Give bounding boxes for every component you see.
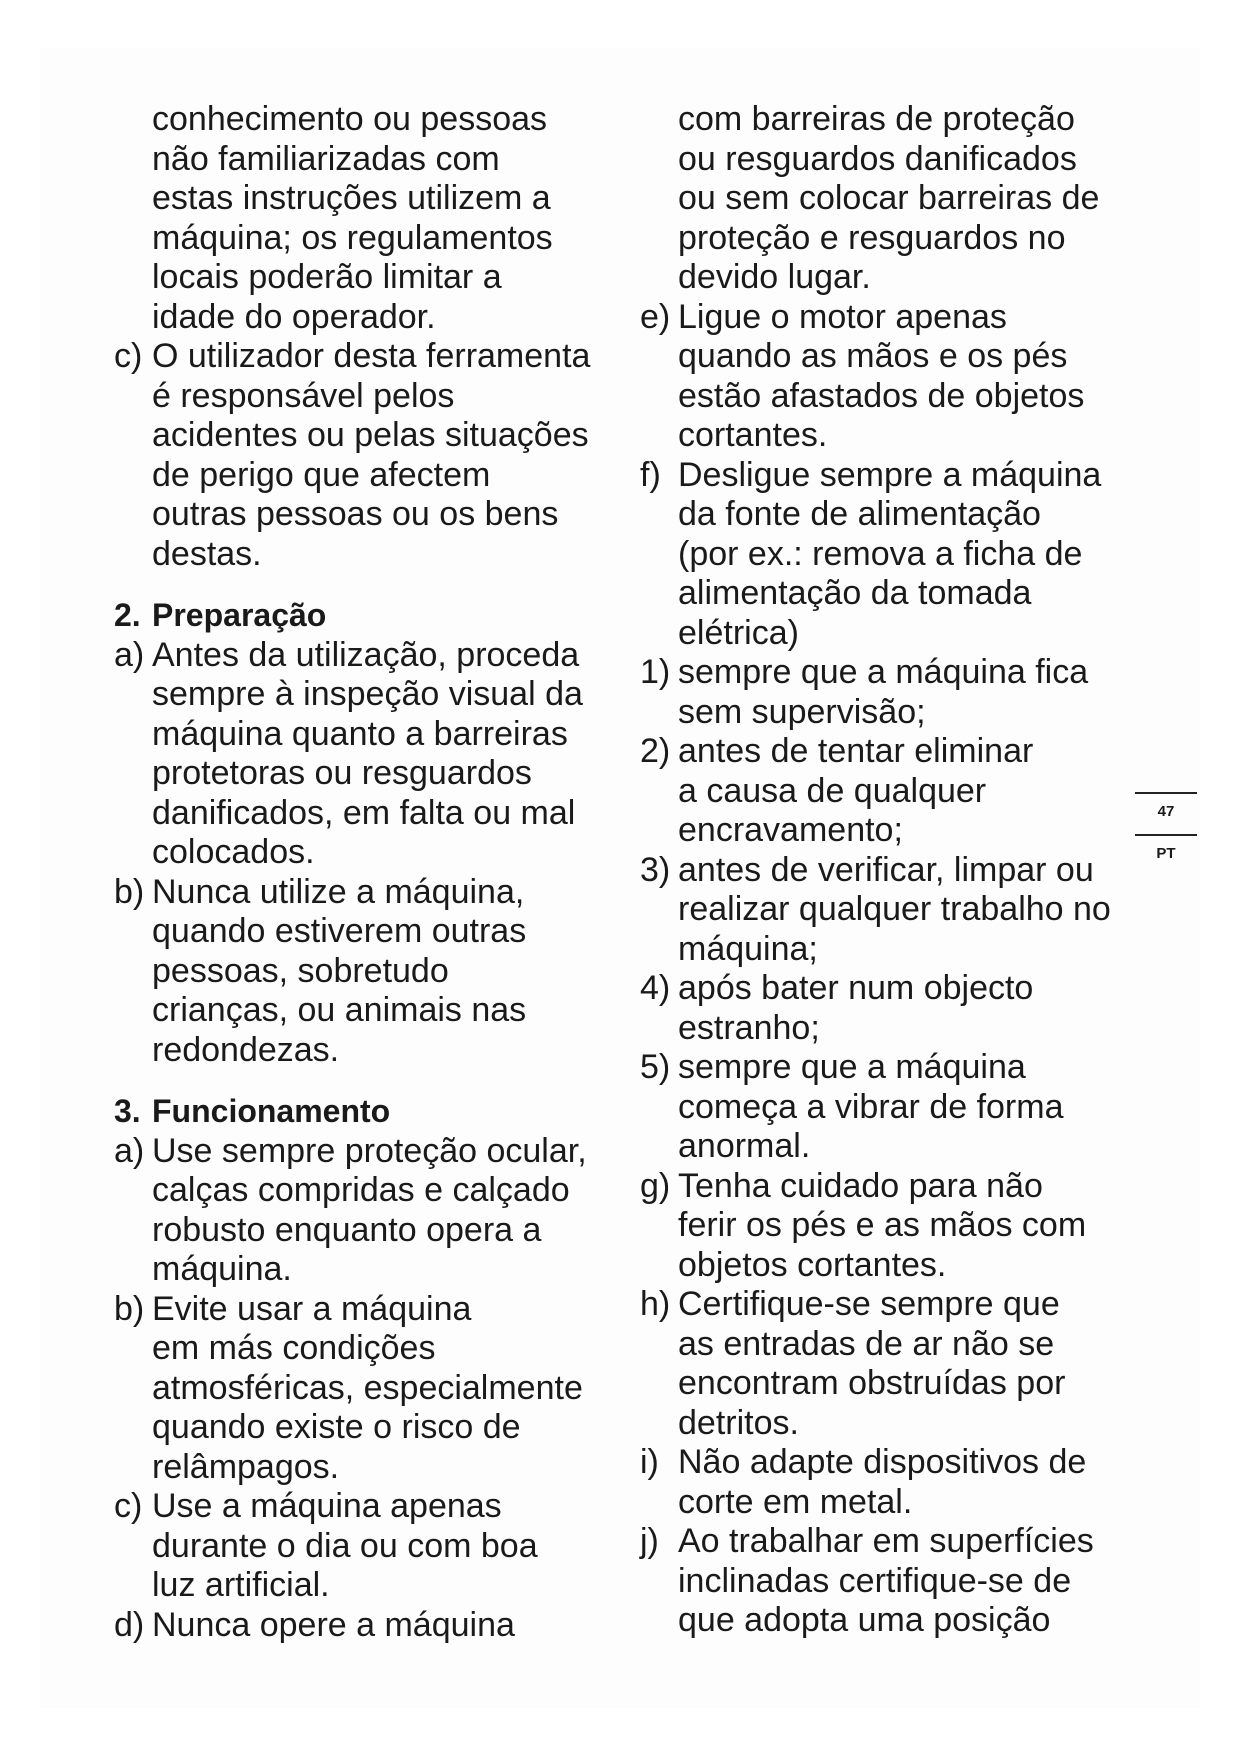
item-text: O utilizador desta ferramenta	[152, 337, 591, 375]
list-item	[640, 1443, 1140, 1522]
item-text: Não adapte dispositivos de	[678, 1443, 1087, 1481]
list-item	[114, 1132, 634, 1290]
item-label: 2)	[640, 732, 671, 770]
item-label: 4)	[640, 969, 671, 1007]
item-text: Certifique-se sempre que	[678, 1285, 1060, 1323]
item-continuation: sempre à inspeção visual da máquina quanto a barreiras protetoras ou resguardos danificados, em falta ou mal colocados.	[152, 675, 583, 871]
section-heading-funcionamento	[114, 1092, 634, 1132]
item-label: c)	[114, 337, 143, 375]
list-item	[640, 851, 1140, 970]
item-text: Nunca utilize a máquina,	[152, 872, 525, 911]
list-item	[640, 732, 1140, 851]
item-label: c)	[114, 1487, 143, 1525]
list-item	[640, 1285, 1140, 1443]
item-continuation: começa a vibrar de forma anormal.	[678, 1087, 1064, 1165]
list-item	[640, 298, 1140, 456]
item-label: 1)	[640, 653, 671, 691]
item-continuation: da fonte de alimentação (por ex.: remova a ficha de alimentação da tomada elétrica)	[678, 495, 1083, 652]
item-label: f)	[640, 455, 661, 494]
item-label: 5)	[640, 1048, 671, 1086]
item-continuation: durante o dia ou com boa luz artificial.	[152, 1526, 538, 1604]
item-text: Use a máquina apenas	[152, 1487, 502, 1525]
section-heading-preparacao	[114, 596, 634, 636]
list-item	[640, 653, 1140, 732]
item-label: h)	[640, 1285, 671, 1323]
item-continuation: inclinadas certifique-se de que adopta uma posição	[678, 1561, 1072, 1639]
item-continuation: é responsável pelos acidentes ou pelas situações de perigo que afectem outras pessoas ou os bens destas.	[152, 376, 589, 573]
item-text: Ligue o motor apenas	[678, 297, 1007, 336]
item-label: d)	[114, 1605, 145, 1644]
list-item	[640, 1522, 1140, 1641]
item-text: Evite usar a máquina	[152, 1289, 472, 1328]
list-item	[114, 1606, 634, 1646]
item-label: j)	[640, 1522, 659, 1560]
list-item	[114, 337, 634, 574]
right-column	[640, 100, 1140, 1641]
item-text: Ao trabalhar em superfícies	[678, 1522, 1094, 1560]
intro-continuation: conhecimento ou pessoas não familiarizadas com estas instruções utilizem a máquina; os regulamentos locais poderão limitar a idade do operador.	[152, 100, 553, 336]
item-text: Antes da utilização, proceda	[152, 635, 580, 674]
item-text: Desligue sempre a máquina	[678, 455, 1102, 494]
item-continuation: a causa de qualquer encravamento;	[678, 771, 987, 849]
section-title: Funcionamento	[152, 1093, 391, 1129]
section-number: 3.	[114, 1093, 141, 1129]
divider	[1135, 792, 1197, 794]
item-text: sempre que a máquina fica	[678, 653, 1089, 691]
language-code: PT	[1156, 845, 1176, 862]
item-label: g)	[640, 1166, 671, 1205]
item-label: i)	[640, 1443, 659, 1481]
item-continuation: corte em metal.	[678, 1482, 913, 1521]
item-continuation: em más condições atmosféricas, especialmente quando existe o risco de relâmpagos.	[152, 1329, 583, 1486]
section-title: Preparação	[152, 597, 327, 633]
list-item	[640, 456, 1140, 654]
list-item	[114, 1290, 634, 1488]
divider	[1135, 834, 1197, 836]
item-text: após bater num objecto	[678, 969, 1034, 1007]
item-label: a)	[114, 635, 145, 674]
item-continuation: ferir os pés e as mãos com objetos cortantes.	[678, 1206, 1087, 1284]
item-text: sempre que a máquina	[678, 1048, 1026, 1086]
item-text: Nunca opere a máquina	[152, 1605, 515, 1644]
section-number: 2.	[114, 597, 141, 633]
item-text: Use sempre proteção ocular,	[152, 1131, 587, 1170]
left-column	[114, 100, 634, 1645]
item-continuation: calças compridas e calçado robusto enquanto opera a máquina.	[152, 1171, 570, 1288]
item-label: a)	[114, 1131, 145, 1170]
right-continuation: com barreiras de proteção ou resguardos danificados ou sem colocar barreiras de proteção e resguardos no devido lugar.	[678, 100, 1100, 296]
list-item	[114, 636, 634, 873]
item-label: b)	[114, 1289, 145, 1328]
list-item	[114, 1487, 634, 1606]
item-continuation: quando as mãos e os pés estão afastados de objetos cortantes.	[678, 337, 1085, 454]
item-label: b)	[114, 872, 145, 911]
item-continuation: estranho;	[678, 1008, 820, 1047]
item-label: 3)	[640, 850, 671, 889]
item-continuation: as entradas de ar não se encontram obstruídas por detritos.	[678, 1324, 1066, 1442]
item-label: e)	[640, 297, 671, 336]
list-item	[114, 873, 634, 1071]
page-number: 47	[1157, 803, 1175, 820]
list-item	[640, 969, 1140, 1048]
item-text: Tenha cuidado para não	[678, 1166, 1043, 1205]
item-continuation: realizar qualquer trabalho no máquina;	[678, 890, 1111, 968]
item-continuation: sem supervisão;	[678, 692, 926, 731]
item-text: antes de verificar, limpar ou	[678, 850, 1094, 889]
item-continuation: quando estiverem outras pessoas, sobretudo crianças, ou animais nas redondezas.	[152, 912, 527, 1069]
list-item	[640, 1048, 1140, 1167]
list-item	[640, 1167, 1140, 1286]
item-text: antes de tentar eliminar	[678, 732, 1034, 770]
